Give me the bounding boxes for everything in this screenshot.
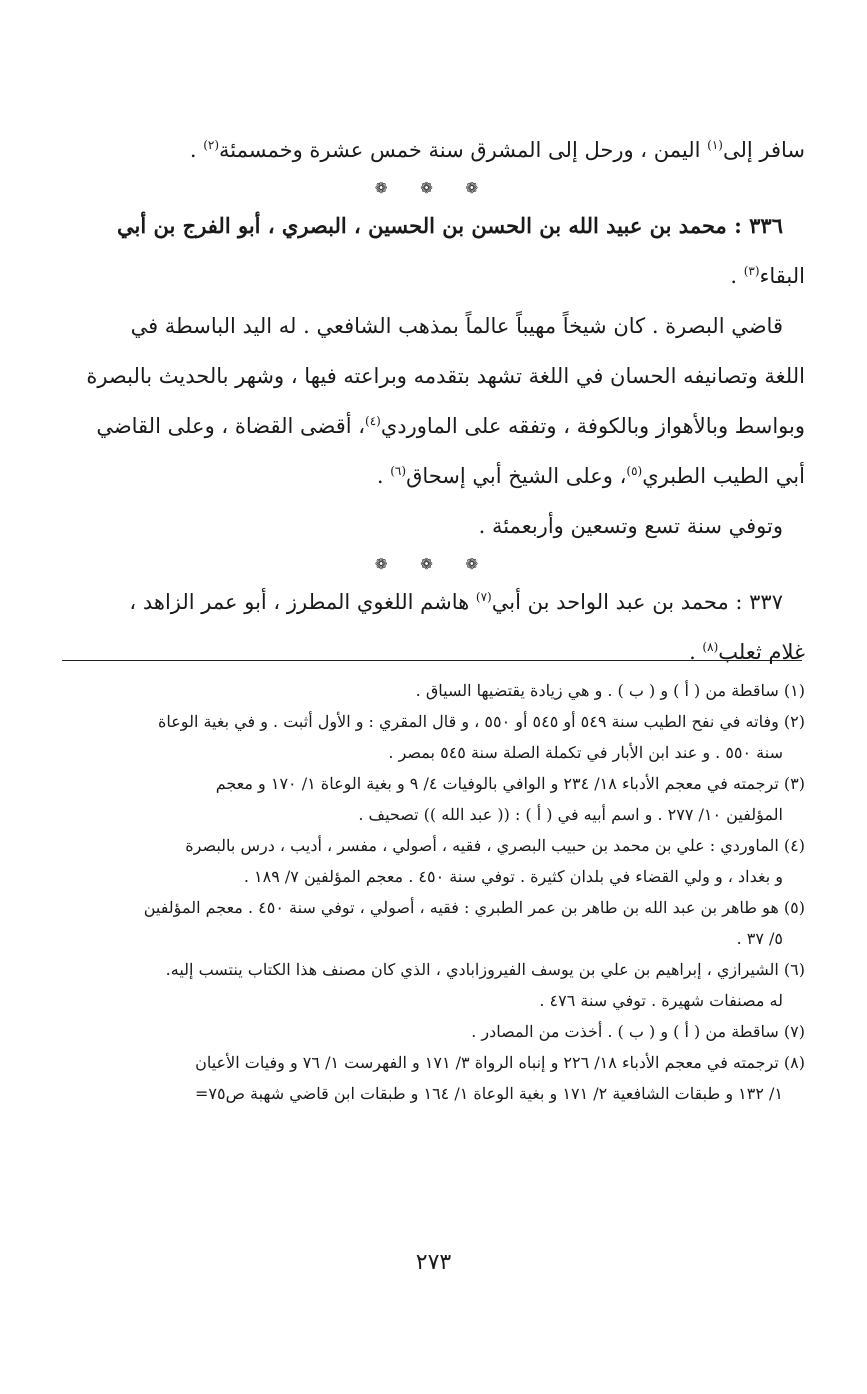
- text-line: اللغة وتصانيفه الحسان في اللغة تشهد بتقدمه وبراعته فيها ، وشهر بالحديث بالبصرة: [86, 364, 805, 388]
- entry-heading: [62, 577, 805, 627]
- footnote-ref: (٣): [743, 264, 760, 278]
- footnote-cont: المؤلفين ١٠/ ٢٧٧ . و اسم أبيه في ( أ ) : (( عبد الله )) تصحيف .: [358, 805, 783, 824]
- footnote-ref: (٤): [365, 414, 381, 428]
- footnote-cont: ٥/ ٣٧ .: [736, 929, 783, 948]
- ornament-divider: ❁ ❁ ❁: [374, 555, 493, 573]
- text-segment: ، أقضى القضاة ، وعلى القاضي: [96, 414, 366, 438]
- text-line: [62, 125, 805, 175]
- text-segment: .: [376, 464, 391, 488]
- footnote: (٤) الماوردي : علي بن محمد بن حبيب البصري ، فقيه ، أصولي ، مفسر ، أديب ، درس بالبصرة: [185, 836, 805, 855]
- footnote-cont: ١/ ١٣٢ و طبقات الشافعية ٢/ ١٧١ و بغية الوعاة ١/ ١٦٤ و طبقات ابن قاضي شهبة ص٧٥=: [194, 1084, 783, 1103]
- text-segment: ٣٣٦ : محمد بن عبيد الله بن الحسن بن الحسين ، البصري ، أبو الفرج بن أبي: [117, 213, 783, 238]
- text-segment: وبواسط وبالأهواز وبالكوفة ، وتفقه على الماوردي: [380, 414, 805, 438]
- footnote: (٨) ترجمته في معجم الأدباء ١٨/ ٢٢٦ و إنباه الرواة ٣/ ١٧١ و الفهرست ١/ ٧٦ و وفيات الأعيان: [195, 1053, 805, 1072]
- text-segment: .: [189, 138, 204, 162]
- footnote-ref: (٢): [203, 138, 220, 152]
- footnote-separator: [62, 660, 802, 661]
- footnote-ref: (٦): [390, 464, 407, 478]
- ornament-divider: ❁ ❁ ❁: [374, 179, 493, 197]
- footnote-ref: (١): [707, 138, 723, 152]
- text-segment: غلام ثعلب: [718, 640, 805, 664]
- footnote-ref: (٨): [702, 640, 719, 654]
- footnote-ref: (٥): [626, 464, 643, 478]
- footnote-cont: له مصنفات شهيرة . توفي سنة ٤٧٦ .: [539, 991, 783, 1010]
- footnote-ref: (٧): [475, 590, 492, 604]
- footnote: (٧) ساقطة من ( أ ) و ( ب ) . أخذت من المصادر .: [471, 1022, 805, 1041]
- entry-heading-cont: [62, 251, 805, 301]
- text-segment: أبي الطيب الطبري: [642, 464, 805, 488]
- footnote: (٣) ترجمته في معجم الأدباء ١٨/ ٢٣٤ و الوافي بالوفيات ٤/ ٩ و بغية الوعاة ١/ ١٧٠ و معجم: [215, 774, 805, 793]
- text-line: [62, 401, 805, 451]
- page-number: ٢٧٣: [415, 1250, 452, 1275]
- text-segment: ، وعلى الشيخ أبي إسحاق: [406, 464, 627, 488]
- text-segment: .: [689, 640, 703, 664]
- footnote-cont: و بغداد ، و ولي القضاء في بلدان كثيرة . توفي سنة ٤٥٠ . معجم المؤلفين ٧/ ١٨٩ .: [243, 867, 783, 886]
- text-segment: اليمن ، ورحل إلى المشرق سنة خمس عشرة وخمسمئة: [219, 138, 708, 162]
- text-segment: البقاء: [759, 264, 805, 288]
- footnote: (٥) هو طاهر بن عبد الله بن طاهر بن عمر الطبري : فقيه ، أصولي ، توفي سنة ٤٥٠ . معجم المؤلفين: [143, 898, 805, 917]
- text-segment: .: [730, 264, 744, 288]
- text-line: وتوفي سنة تسع وتسعين وأربعمئة .: [478, 514, 783, 538]
- entry-heading: [62, 201, 805, 251]
- main-text: [62, 125, 805, 677]
- text-segment: ٣٣٧ : محمد بن عبد الواحد بن أبي: [491, 590, 783, 614]
- text-line: [62, 451, 805, 501]
- entry-heading-cont: [62, 627, 805, 677]
- footnote-cont: سنة ٥٥٠ . و عند ابن الأبار في تكملة الصلة سنة ٥٤٥ بمصر .: [388, 743, 783, 762]
- text-segment: سافر إلى: [722, 138, 805, 162]
- footnote: (٦) الشيرازي ، إبراهيم بن علي بن يوسف الفيروزابادي ، الذي كان مصنف هذا الكتاب ينتسب إليه.: [165, 960, 805, 979]
- footnote: (٢) وفاته في نفح الطيب سنة ٥٤٩ أو ٥٤٥ أو ٥٥٠ ، و قال المقري : و الأول أثبت . و في بغية الوعاة: [158, 712, 805, 731]
- text-line: قاضي البصرة . كان شيخاً مهيباً عالماً بمذهب الشافعي . له اليد الباسطة في: [130, 314, 783, 338]
- footnote: (١) ساقطة من ( أ ) و ( ب ) . و هي زيادة يقتضيها السياق .: [415, 681, 805, 700]
- footnotes: [62, 675, 805, 1109]
- text-segment: هاشم اللغوي المطرز ، أبو عمر الزاهد ،: [129, 590, 476, 614]
